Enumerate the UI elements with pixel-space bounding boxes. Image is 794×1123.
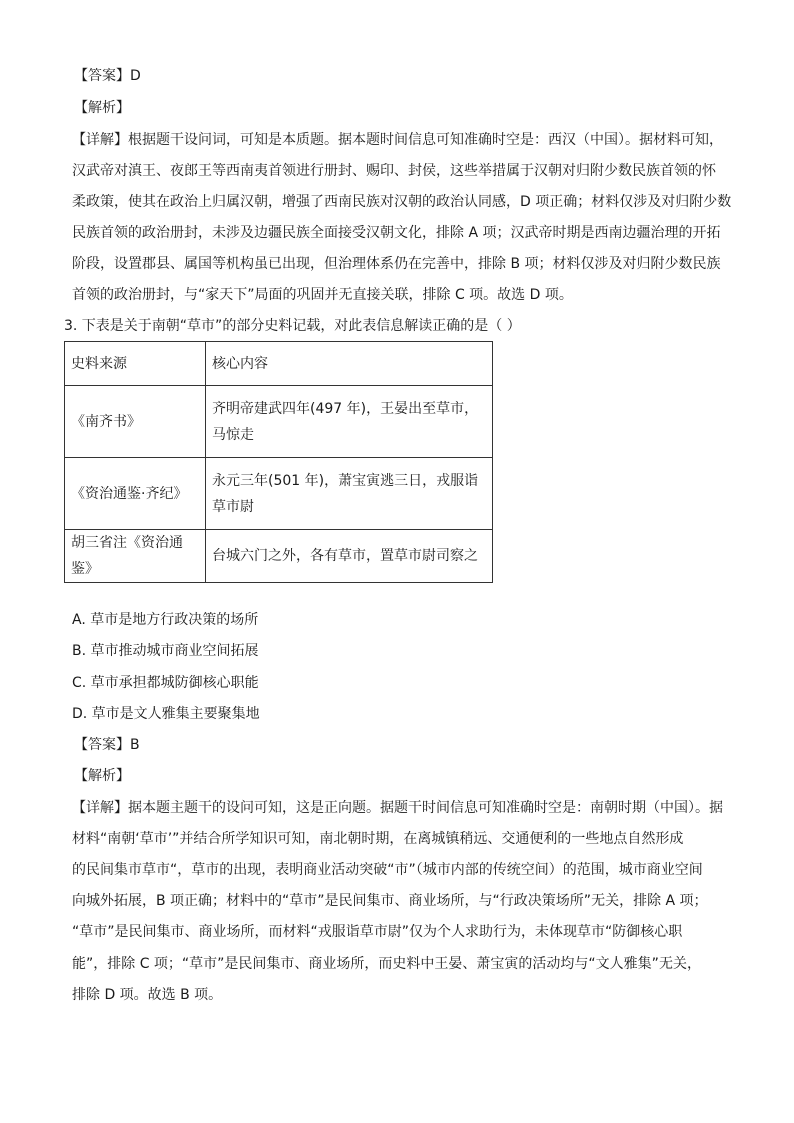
q3-stem: 3. 下表是关于南朝“草市”的部分史料记载，对此表信息解读正确的是（ ）: [64, 318, 521, 334]
q3-detail-line: 排除 D 项。故选 B 项。: [72, 987, 223, 1003]
table-cell-source: 《资治通鉴·齐纪》: [65, 458, 206, 530]
q3-detail-line: “草市”是民间集市、商业场所，而材料“戎服诣草市尉”仅为个人求助行为，未体现草市“防御核心职: [72, 924, 683, 940]
option-b: B. 草市推动城市商业空间拓展: [72, 643, 259, 659]
q2-detail-line: 阶段，设置郡县、属国等机构虽已出现，但治理体系仍在完善中，排除 B 项；材料仅涉及对归附少数民族: [72, 256, 721, 272]
q3-detail-line: 能”，排除 C 项；“草市”是民间集市、商业场所，而史料中王晏、萧宝寅的活动均与“文人雅集”无关，: [72, 956, 701, 972]
q3-detail-line: 向城外拓展，B 项正确；材料中的“草市”是民间集市、商业场所，与“行政决策场所”无关，排除 A 项；: [72, 893, 708, 909]
table-row: [65, 458, 493, 530]
table-cell-source: 胡三省注《资治通鉴》: [65, 530, 206, 583]
option-a: A. 草市是地方行政决策的场所: [72, 612, 259, 628]
source-table: [64, 341, 493, 583]
option-c: C. 草市承担都城防御核心职能: [72, 675, 259, 691]
table-cell-source: 《南齐书》: [65, 386, 206, 458]
q2-analysis-label: 【解析】: [74, 100, 130, 116]
q2-detail-line: 【详解】根据题干设问词，可知是本质题。据本题时间信息可知准确时空是：西汉（中国）。据材料可知，: [72, 132, 723, 148]
table-header-content: 核心内容: [206, 342, 493, 386]
table-cell-content: 永元三年(501 年)，萧宝寅逃三日，戎服诣草市尉: [206, 458, 493, 530]
q2-detail-line: 民族首领的政治册封，未涉及边疆民族全面接受汉朝文化，排除 A 项；汉武帝时期是西南边疆治理的开拓: [72, 225, 721, 241]
q3-answer: 【答案】B: [74, 737, 140, 753]
q2-detail-line: 柔政策，使其在政治上归属汉朝，增强了西南民族对汉朝的政治认同感，D 项正确；材料仅涉及对归附少数: [72, 194, 732, 210]
table-cell-content: 齐明帝建武四年(497 年)，王晏出至草市，马惊走: [206, 386, 493, 458]
q2-answer: 【答案】D: [74, 68, 141, 84]
q3-analysis-label: 【解析】: [74, 768, 130, 784]
table-row: [65, 530, 493, 583]
option-d: D. 草市是文人雅集主要聚集地: [72, 706, 260, 722]
q2-detail-line: 汉武帝对滇王、夜郎王等西南夷首领进行册封、赐印、封侯，这些举措属于汉朝对归附少数民族首领的怀: [72, 163, 716, 179]
q2-detail-line: 首领的政治册封，与“家天下”局面的巩固并无直接关联，排除 C 项。故选 D 项。: [72, 287, 573, 303]
table-header-source: 史料来源: [65, 342, 206, 386]
table-row: [65, 386, 493, 458]
q3-detail-line: 【详解】据本题主题干的设问可知，这是正向题。据题干时间信息可知准确时空是：南朝时期（中国）。据: [72, 800, 723, 816]
q3-detail-line: 材料“南朝‘草市’”并结合所学知识可知，南北朝时期，在离城镇稍远、交通便利的一些地点自然形成: [72, 831, 684, 847]
table-cell-content: 台城六门之外，各有草市，置草市尉司察之: [206, 530, 493, 583]
table-header-row: [65, 342, 493, 386]
q3-detail-line: 的民间集市草市“，草市的出现，表明商业活动突破“市”（城市内部的传统空间）的范围，城市商业空间: [72, 862, 703, 878]
